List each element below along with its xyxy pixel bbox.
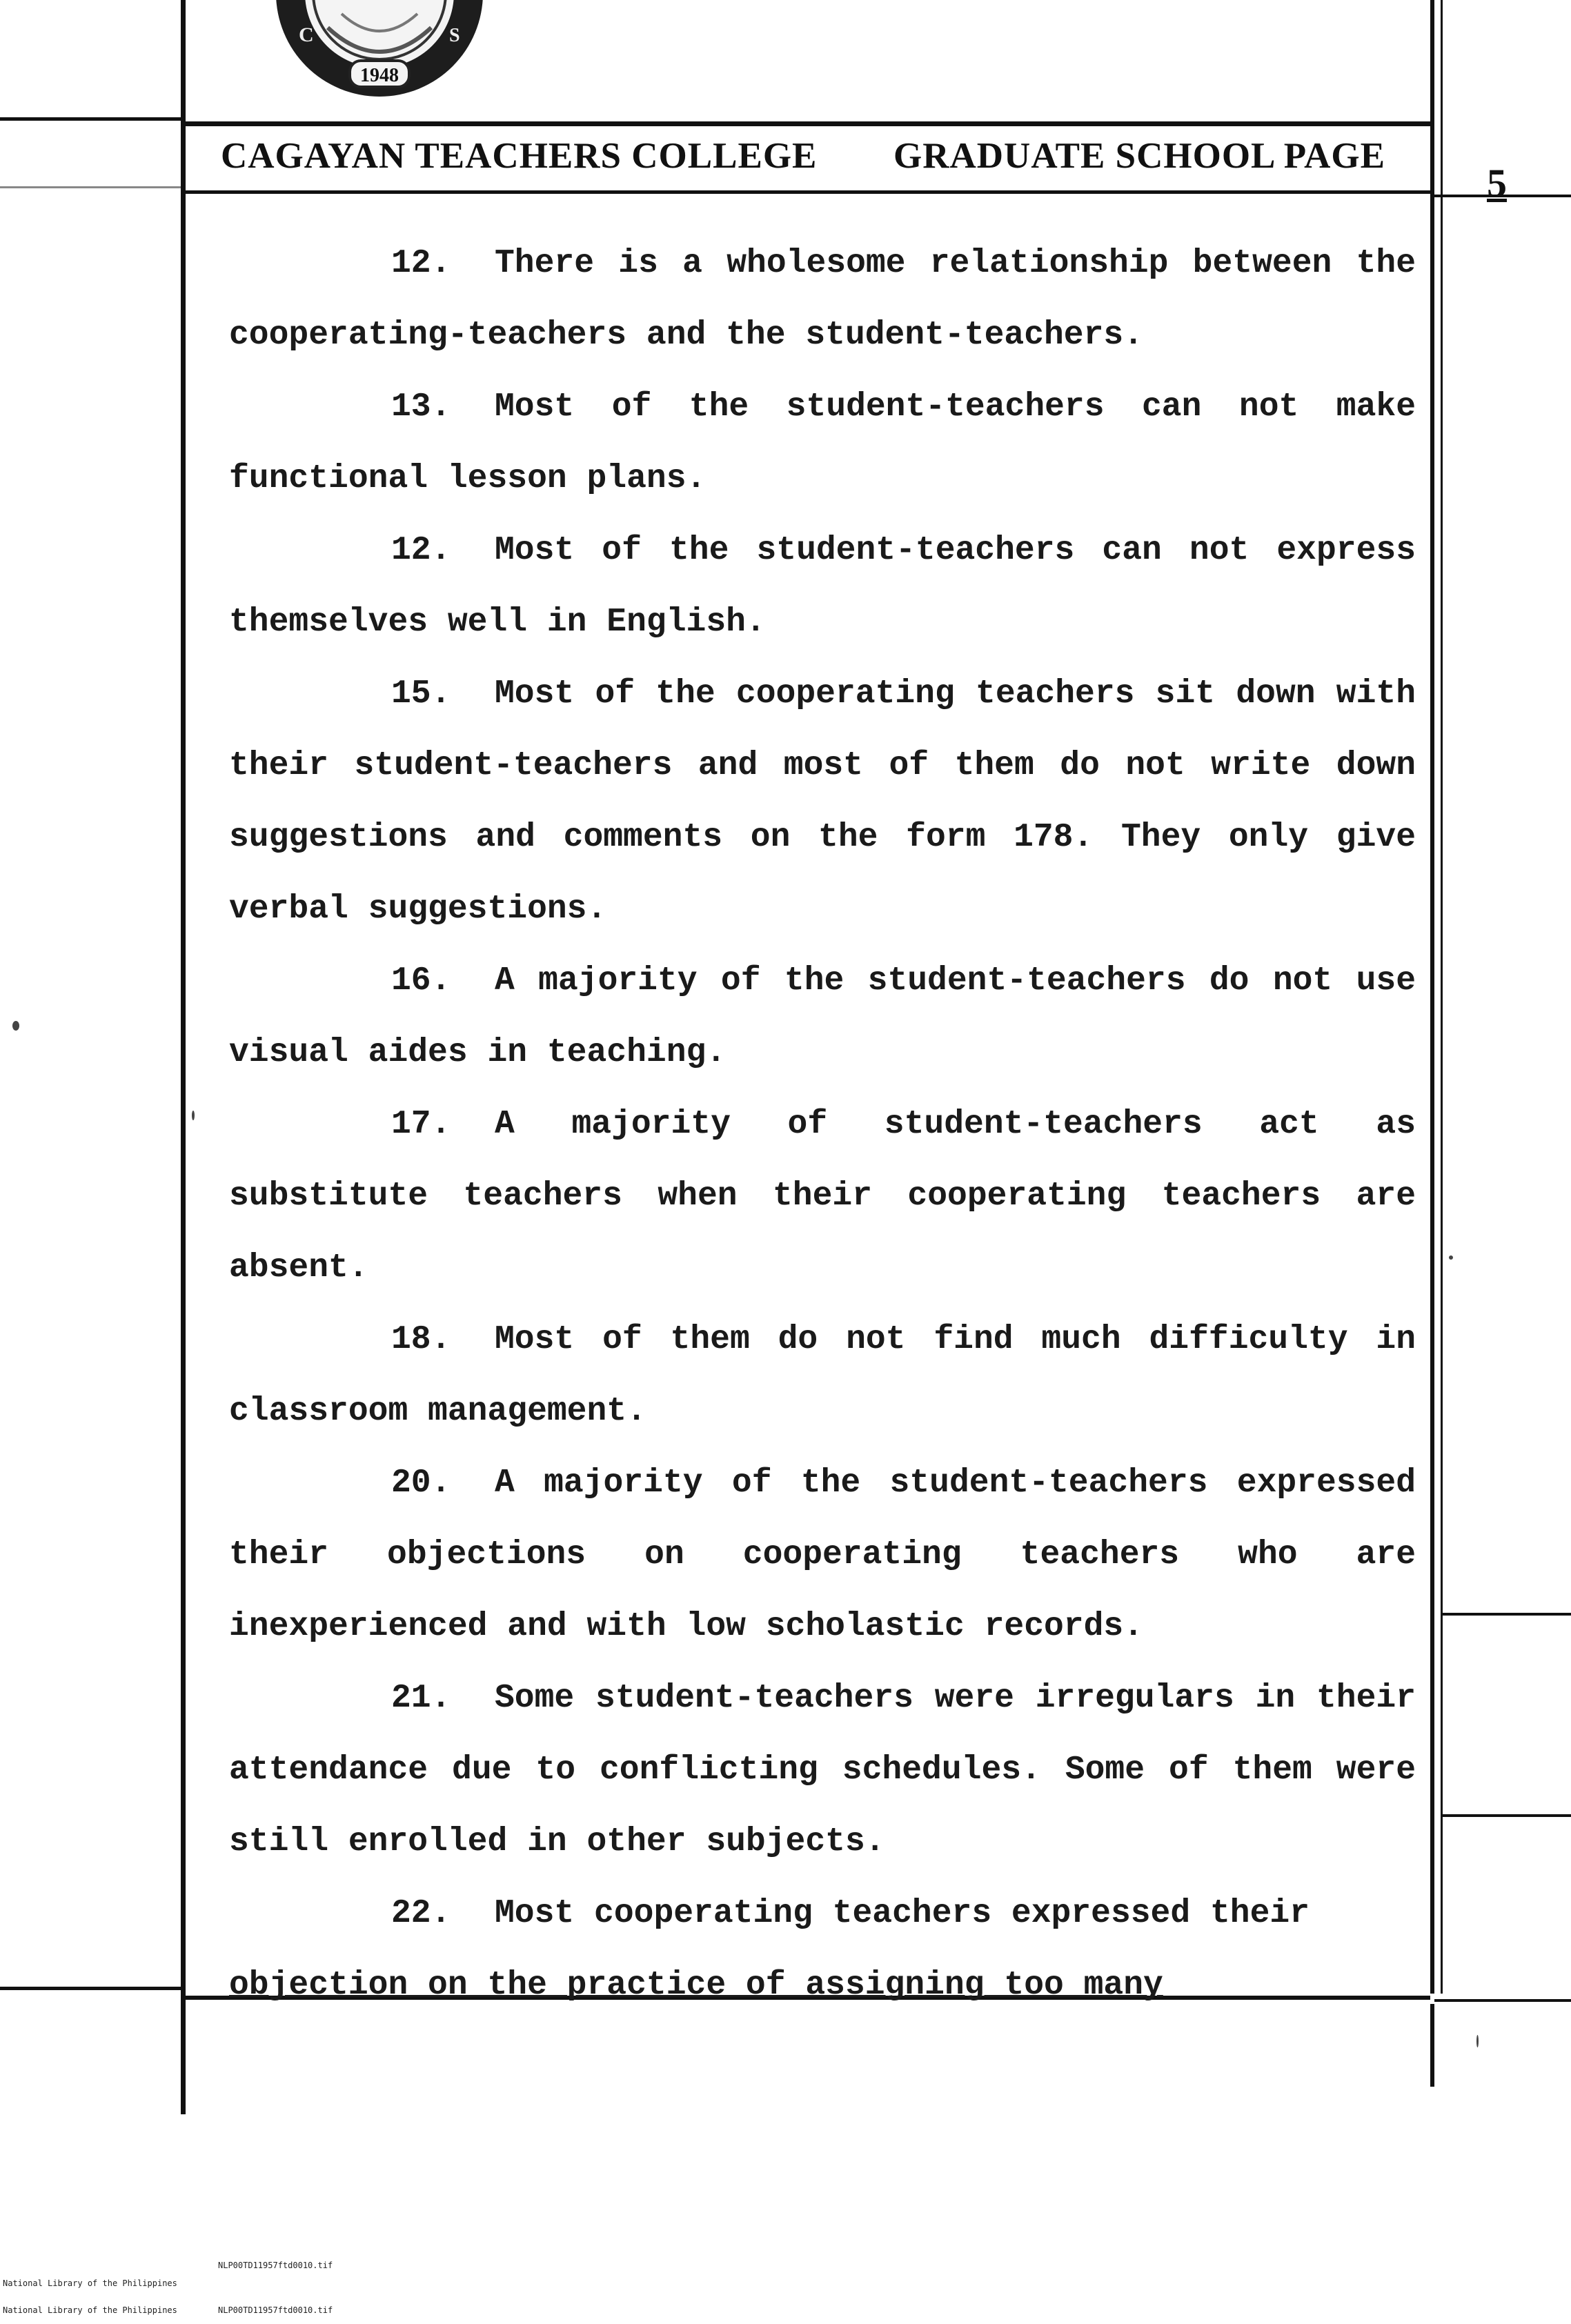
left-tick-rule — [0, 186, 181, 188]
scan-footer — [3, 2261, 333, 2324]
finding-item — [229, 515, 1416, 658]
finding-item — [229, 658, 1416, 945]
footer-line-1 — [3, 2261, 333, 2288]
finding-item — [229, 371, 1416, 515]
scan-speck — [192, 1111, 195, 1120]
page-header — [221, 135, 1414, 183]
finding-text: There is a wholesome relationship between the cooperating-teachers and the student-teachers. — [229, 245, 1416, 354]
bottom-rule-right — [1434, 1999, 1571, 2002]
finding-text: Most of the student-teachers can not make functional lesson plans. — [229, 388, 1416, 497]
scan-speck — [12, 1021, 19, 1031]
svg-text:C: C — [299, 23, 314, 46]
scan-speck — [1476, 2035, 1479, 2047]
scan-speck — [1449, 1255, 1453, 1260]
finding-continuation-text: objection on the practice of assigning too many — [229, 1967, 1163, 2004]
finding-item — [229, 945, 1416, 1089]
finding-text: A majority of the student-teachers do not use visual aides in teaching. — [229, 962, 1416, 1071]
finding-item — [229, 1089, 1416, 1304]
right-mid-rule-1 — [1442, 1613, 1571, 1616]
finding-item — [229, 228, 1416, 371]
left-margin-rule — [181, 0, 186, 2114]
top-rule-left — [0, 117, 181, 121]
top-rule-main — [181, 121, 1430, 126]
finding-continuation-line — [229, 1949, 1416, 2021]
finding-number: 15. — [391, 675, 451, 713]
footer-library: National Library of the Philippines — [3, 2305, 177, 2315]
bottom-rule-left — [0, 1987, 181, 1990]
footer-filename: NLP00TD11957ftd0010.tif — [218, 2261, 333, 2270]
footer-library: National Library of the Philippines — [3, 2278, 177, 2288]
finding-number: 18. — [391, 1321, 451, 1358]
right-margin-rule — [1430, 0, 1434, 1994]
finding-number: 13. — [391, 388, 451, 426]
finding-number: 21. — [391, 1680, 451, 1717]
far-right-rule — [1441, 0, 1443, 1994]
finding-item — [229, 1447, 1416, 1662]
header-underline — [181, 190, 1430, 194]
college-name: CAGAYAN TEACHERS COLLEGE — [221, 136, 818, 176]
finding-number: 12. — [391, 532, 451, 569]
finding-text: Most of the cooperating teachers sit down with their student-teachers and most of them do not write down suggestions and comments on the form 178. They only give verbal suggestions. — [229, 675, 1416, 928]
page-number: 5 — [1487, 161, 1507, 206]
finding-number: 22. — [391, 1895, 451, 1932]
svg-text:S: S — [449, 25, 460, 46]
finding-text: A majority of student-teachers act as substitute teachers when their cooperating teachers are absent. — [229, 1106, 1416, 1287]
footer-filename: NLP00TD11957ftd0010.tif — [218, 2305, 333, 2315]
finding-number: 12. — [391, 245, 451, 282]
finding-number: 17. — [391, 1106, 451, 1143]
finding-text: Most of them do not find much difficulty in classroom management. — [229, 1321, 1416, 1430]
finding-text: Most of the student-teachers can not express themselves well in English. — [229, 532, 1416, 641]
right-margin-rule-lower — [1430, 2004, 1434, 2087]
finding-text: Most cooperating teachers expressed their — [495, 1895, 1310, 1932]
finding-number: 20. — [391, 1464, 451, 1502]
finding-item — [229, 1662, 1416, 1878]
college-seal-graphic — [266, 0, 493, 103]
finding-item — [229, 1304, 1416, 1447]
finding-item — [229, 1878, 1416, 1949]
college-seal — [266, 0, 493, 103]
finding-text: A majority of the student-teachers expressed their objections on cooperating teachers who are inexperienced and with low scholastic records. — [229, 1464, 1416, 1645]
finding-number: 16. — [391, 962, 451, 1000]
finding-text: Some student-teachers were irregulars in their attendance due to conflicting schedules. Some of them were still enrolled in other subjects. — [229, 1680, 1416, 1860]
footer-line-2 — [3, 2305, 333, 2315]
findings-list — [229, 228, 1416, 2021]
seal-year: 1948 — [360, 65, 399, 86]
section-title: GRADUATE SCHOOL PAGE — [893, 136, 1386, 176]
right-mid-rule-2 — [1442, 1814, 1571, 1817]
